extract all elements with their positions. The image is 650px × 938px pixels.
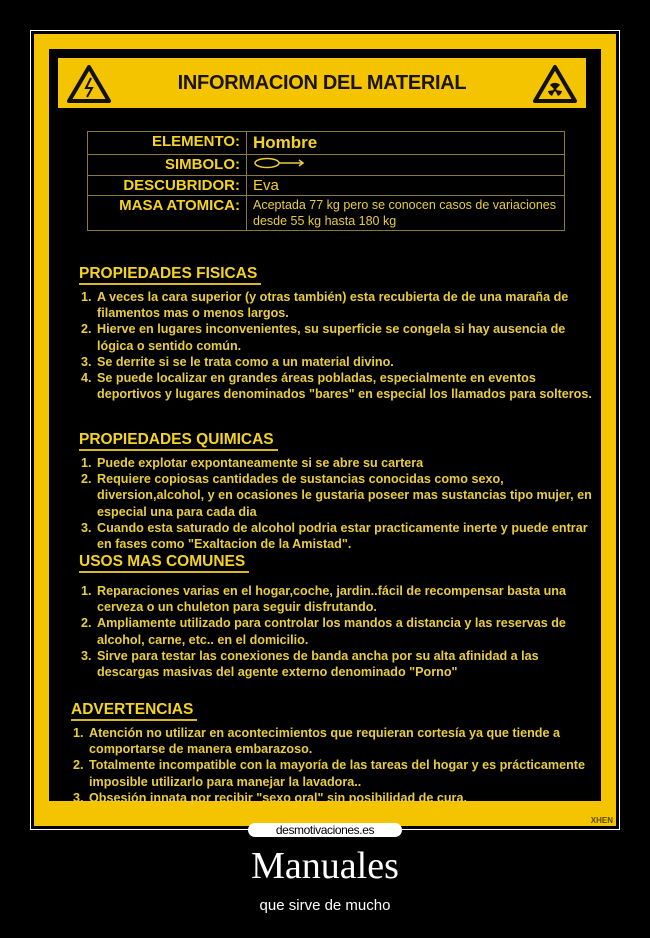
spec-row (88, 176, 565, 196)
material-specs-table (87, 131, 565, 231)
spec-key: ELEMENTO: (88, 132, 247, 155)
spec-key: SIMBOLO: (88, 155, 247, 176)
list-item: 1. Puede explotar expontaneamente si se abre su cartera (81, 456, 424, 470)
spec-value: Hombre (247, 132, 565, 155)
caption-title: Manuales (251, 845, 399, 887)
list-item: 3. Cuando esta saturado de alcohol podria estar practicamente inerte y puede entrar en fases como "Exaltacion de la Amistad". (81, 520, 588, 552)
spec-key: MASA ATOMICA: (88, 196, 247, 231)
watermark-logo[interactable] (248, 823, 402, 837)
list-item: 3. Sirve para testar las conexiones de banda ancha por su alta afinidad a las descargas masivas del agente externo denominado "Porno" (81, 648, 539, 680)
radiation-warning-icon (532, 64, 578, 104)
poster (34, 34, 616, 826)
list-item: 1. Reparaciones varias en el hogar,coche, jardin..fácil de recompensar basta una cerveza o un chuleton para seguir disfrutando. (81, 584, 566, 615)
list-item: 3. Obsesión innata por recibir "sexo oral" sin posibilidad de cura. (73, 790, 467, 805)
spec-value (247, 155, 565, 176)
section-propiedades-quimicas (79, 431, 599, 552)
spec-row (88, 155, 565, 176)
caption-subtitle: que sirve de mucho (259, 897, 391, 914)
poster-header (55, 55, 589, 111)
list-item: 3. Se derrite si se le trata como a un material divino. (81, 354, 394, 369)
spec-row (88, 132, 565, 155)
list-item: 2. Totalmente incompatible con la mayoría de las tareas del hogar y es prácticamente imposible utilizarlo para manejar la lavadora.. (73, 758, 585, 789)
watermark-text: desmotivaciones.es (275, 823, 375, 837)
section-advertencias (71, 701, 591, 806)
artist-signature: XHEN (590, 816, 613, 825)
section-heading: USOS MAS COMUNES (79, 553, 249, 573)
spec-row (88, 196, 565, 231)
section-usos-mas-comunes (79, 553, 599, 680)
male-symbol-icon (253, 156, 307, 170)
poster-title: INFORMACION DEL MATERIAL (177, 71, 467, 94)
poster-frame (30, 30, 620, 830)
high-voltage-warning-icon (66, 64, 112, 104)
spec-key: DESCUBRIDOR: (88, 176, 247, 196)
list-item: 2. Hierve en lugares inconvenientes, su superficie se congela si hay ausencia de lógica o sentido común. (81, 322, 566, 353)
spec-value: Eva (247, 176, 565, 196)
section-propiedades-fisicas (79, 265, 599, 402)
list-item: 1. Atención no utilizar en acontecimientos que requieran cortesía ya que tiende a comportarse de manera embarazoso. (73, 726, 560, 757)
list-item: 2. Ampliamente utilizado para controlar los mandos a distancia y las reservas de alcohol, carne, etc.. en el domicilio. (81, 616, 566, 647)
list-item: 2. Requiere copiosas cantidades de sustancias conocidas como sexo, diversion,alcohol, y en ocasiones le gustaria poseer mas sustancias tipo mujer, en especial una para cada dia (81, 472, 592, 519)
section-heading: PROPIEDADES FISICAS (79, 265, 261, 285)
section-heading: ADVERTENCIAS (71, 701, 197, 721)
list-item: 4. Se puede localizar en grandes áreas pobladas, especialmente en eventos deportivos y lugares denominados "bares" en especial los llamados para solteros. (81, 371, 592, 402)
spec-value: Aceptada 77 kg pero se conocen casos de variaciones desde 55 kg hasta 180 kg (247, 196, 565, 231)
section-heading: PROPIEDADES QUIMICAS (79, 431, 278, 451)
poster-inner-panel (49, 49, 601, 805)
list-item: 1. A veces la cara superior (y otras también) esta recubierta de de una maraña de filamentos mas o menos largos. (81, 290, 569, 321)
